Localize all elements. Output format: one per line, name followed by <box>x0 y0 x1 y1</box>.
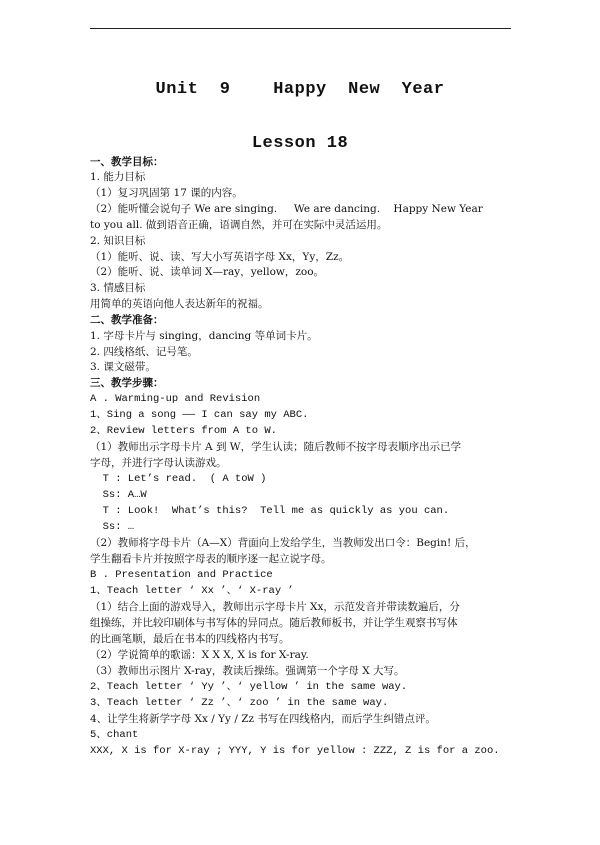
text-line: 1、Sing a song —— I can say my ABC. <box>90 409 309 421</box>
section-heading-steps: 三、教学步骤： <box>90 377 164 389</box>
text-line: 5、chant <box>90 729 139 741</box>
lesson-title: Lesson 18 <box>251 134 349 153</box>
text-line: 字母，并进行字母认读游戏。 <box>90 457 227 469</box>
text-line: 用简单的英语向他人表达新年的祝福。 <box>90 298 269 310</box>
text-line: 1. 字母卡片与 singing，dancing 等单词卡片。 <box>90 330 318 342</box>
text-line: 4、让学生将新学字母 Xx / Yy / Zz 书写在四线格内，而后学生纠错点评。 <box>90 713 436 725</box>
text-line: （2）教师将字母卡片（A—X）背面向上发给学生，当教师发出口令：Begin! 后， <box>90 537 476 549</box>
text-line: B . Presentation and Practice <box>90 569 273 581</box>
text-line: 学生翻看卡片并按照字母表的顺序逐一起立说字母。 <box>90 553 332 565</box>
text-line: T : Let’s read. ( A toW ) <box>90 473 267 485</box>
text-line: 2、Teach letter ‘ Yy ’、‘ yellow ’ in the same way. <box>90 681 408 693</box>
section-heading-preparation: 二、教学准备： <box>90 314 164 326</box>
text-line: T : Look! What’s this? Tell me as quickly as you can. <box>90 505 450 517</box>
text-line: （3）教师出示图片 X-ray，教读后操练。强调第一个字母 X 大写。 <box>90 665 405 677</box>
text-line: to you all. 做到语音正确，语调自然，并可在实际中灵活运用。 <box>90 219 388 231</box>
text-line: 组操练，并比较印刷体与书写体的异同点。随后教师板书，并让学生观察书写体 <box>90 617 458 629</box>
text-line: 1. 能力目标 <box>90 171 146 183</box>
text-line: （2）学说简单的歌谣：X X X, X is for X-ray. <box>90 649 309 661</box>
text-line: （2）能听、说、读单词 X—ray，yellow，zoo。 <box>90 266 325 278</box>
text-line: Ss: A…W <box>90 489 147 501</box>
text-line: 3、Teach letter ‘ Zz ’、‘ zoo ’ in the same way. <box>90 697 389 709</box>
text-line: Ss: … <box>90 521 135 533</box>
text-line: （1）复习巩固第 17 课的内容。 <box>90 187 243 199</box>
text-line: 2、Review letters from A to W. <box>90 425 277 437</box>
text-line: 的比画笔顺，最后在书本的四线格内书写。 <box>90 633 290 645</box>
text-line: （2）能听懂会说句子 We are singing. We are dancing. Happy New Year <box>90 203 483 215</box>
section-heading-objectives: 一、教学目标： <box>90 156 164 168</box>
unit-title: Unit 9 Happy New Year <box>155 80 445 99</box>
text-line: 1、Teach letter ‘ Xx ’、‘ X-ray ’ <box>90 585 294 597</box>
text-line: A . Warming-up and Revision <box>90 393 261 405</box>
text-line: （1）能听、说、读、写大小写英语字母 Xx，Yy，Zz。 <box>90 251 350 263</box>
text-line: 2. 四线格纸、记号笔。 <box>90 346 198 358</box>
text-line: 3. 情感目标 <box>90 282 146 294</box>
text-line: （1）结合上面的游戏导入，教师出示字母卡片 Xx，示范发音并带读数遍后，分 <box>90 601 460 613</box>
text-line: 3. 课文磁带。 <box>90 361 156 373</box>
text-line: XXX, X is for X-ray ; YYY, Y is for yellow : ZZZ, Z is for a zoo. <box>90 745 500 757</box>
header-rule <box>90 28 511 29</box>
text-line: 2. 知识目标 <box>90 235 146 247</box>
text-line: （1）教师出示字母卡片 A 到 W，学生认读；随后教师不按字母表顺序出示已学 <box>90 441 462 453</box>
